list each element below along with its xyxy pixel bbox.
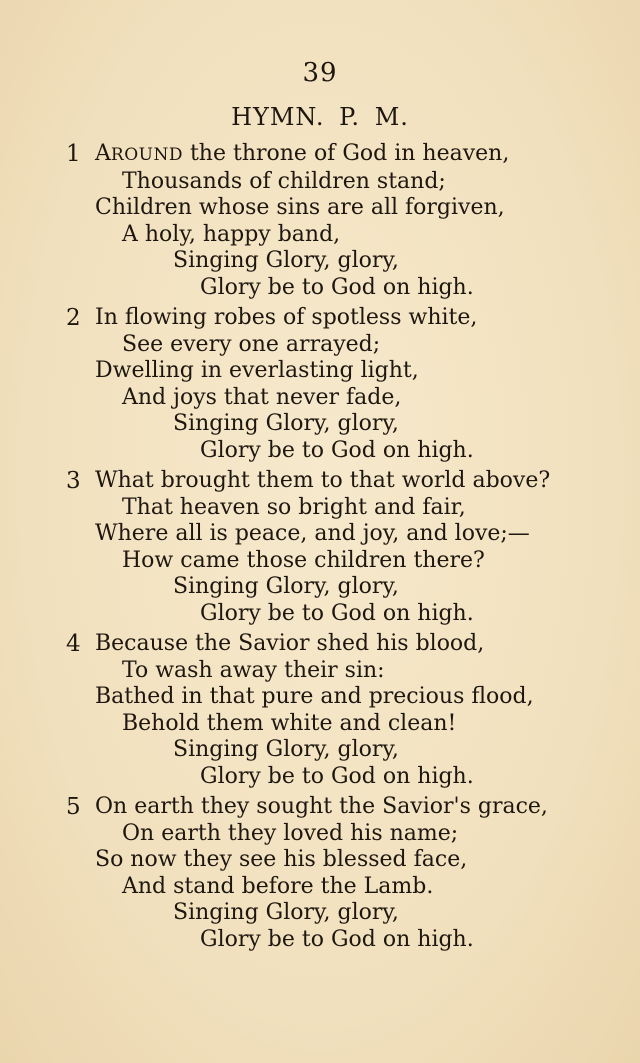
page-number: 39 <box>302 58 338 88</box>
verse-line: Because the Savior shed his blood, <box>95 631 485 656</box>
verse-line: How came those children there? <box>122 547 485 573</box>
verse-line <box>66 141 626 169</box>
verse-line: Behold them white and clean! <box>122 710 457 736</box>
hymn-title: HYMN. P. M. <box>231 103 409 131</box>
verse-line: And joys that never fade, <box>122 384 402 410</box>
verse-number: 1 <box>66 141 81 167</box>
verse-line: And stand before the Lamb. <box>122 873 434 899</box>
refrain-line: Singing Glory, glory, <box>173 248 399 273</box>
verse-line: Children whose sins are all forgiven, <box>95 195 505 220</box>
verse-5 <box>66 794 626 953</box>
verse-line: Dwelling in everlasting light, <box>95 358 419 383</box>
verse-2 <box>66 305 626 464</box>
refrain-line: Glory be to God on high. <box>200 763 474 789</box>
verse-line: Where all is peace, and joy, and love;— <box>95 521 530 546</box>
verse-4 <box>66 631 626 790</box>
verse-number: 3 <box>66 468 81 494</box>
drop-initial: A <box>95 141 111 166</box>
first-line-rest: the throne of God in heaven, <box>182 141 510 166</box>
verse-number: 2 <box>66 305 81 331</box>
small-caps-word: ROUND <box>110 145 183 165</box>
verse-line: On earth they sought the Savior's grace, <box>95 794 548 819</box>
verse-line: In flowing robes of spotless white, <box>95 305 478 330</box>
refrain-line: Singing Glory, glory, <box>173 411 399 436</box>
refrain-line: Singing Glory, glory, <box>173 900 399 925</box>
refrain-line: Singing Glory, glory, <box>173 574 399 599</box>
verse-1 <box>66 141 626 301</box>
refrain-line: Glory be to God on high. <box>200 437 474 463</box>
verse-line: On earth they loved his name; <box>122 820 459 846</box>
refrain-line: Singing Glory, glory, <box>173 737 399 762</box>
hymn-verses <box>66 141 626 957</box>
verse-line: That heaven so bright and fair, <box>122 494 466 520</box>
verse-number: 4 <box>66 631 81 657</box>
verse-line: A holy, happy band, <box>122 221 341 247</box>
verse-line: Thousands of children stand; <box>122 168 446 194</box>
verse-line: Bathed in that pure and precious flood, <box>95 684 534 709</box>
refrain-line: Glory be to God on high. <box>200 274 474 300</box>
verse-line: See every one arrayed; <box>122 331 381 357</box>
refrain-line: Glory be to God on high. <box>200 926 474 952</box>
refrain-line: Glory be to God on high. <box>200 600 474 626</box>
verse-line: So now they see his blessed face, <box>95 847 468 872</box>
verse-number: 5 <box>66 794 81 820</box>
verse-line: What brought them to that world above? <box>95 468 551 493</box>
verse-line: To wash away their sin: <box>122 657 385 683</box>
verse-3 <box>66 468 626 627</box>
